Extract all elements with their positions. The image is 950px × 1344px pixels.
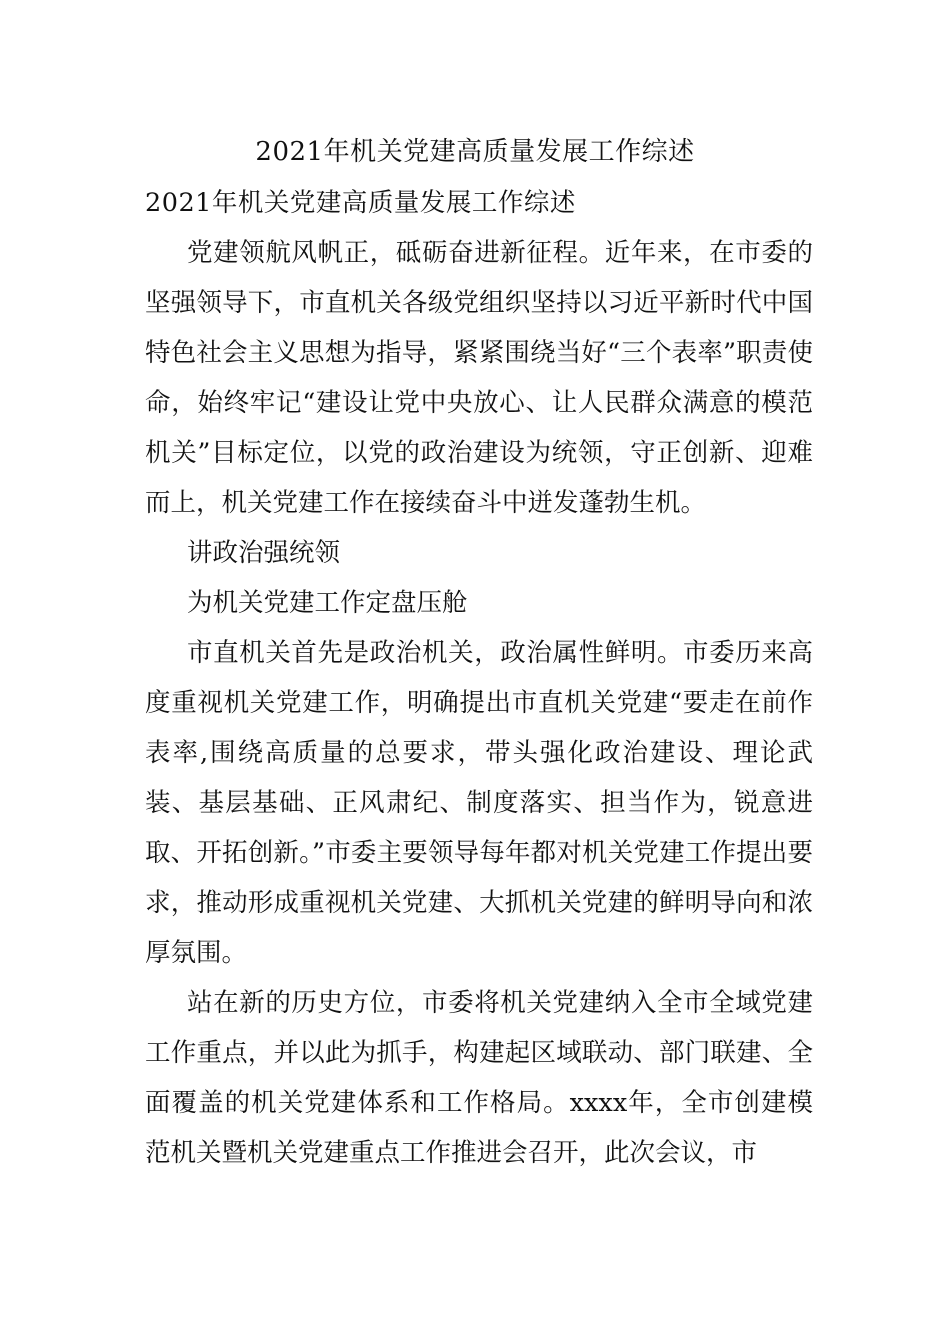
paragraph-intro: 党建领航风帆正，砥砺奋进新征程。近年来，在市委的坚强领导下，市直机关各级党组织坚持以习近平新时代中国特色社会主义思想为指导，紧紧围绕当好“三个表率”职责使命，始终牢记“建设让党中央放心、让人民群众满意的模范机关”目标定位，以党的政治建设为统领，守正创新、迎难而上，机关党建工作在接续奋斗中迸发蓬勃生机。 bbox=[145, 238, 813, 518]
paragraph-new-position: 站在新的历史方位，市委将机关党建纳入全市全域党建工作重点，并以此为抓手，构建起区域联动、部门联建、全面覆盖的机关党建体系和工作格局。xxxx年，全市创建模范机关暨机关党建重点工作推进会召开，此次会议，市 bbox=[145, 988, 813, 1168]
document-body bbox=[145, 178, 813, 1178]
paragraph-political-organ: 市直机关首先是政治机关，政治属性鲜明。市委历来高度重视机关党建工作，明确提出市直机关党建“要走在前作表率,围绕高质量的总要求，带头强化政治建设、理论武装、基层基础、正风肃纪、制度落实、担当作为，锐意进取、开拓创新。”市委主要领导每年都对机关党建工作提出要求，推动形成重视机关党建、大抓机关党建的鲜明导向和浓厚氛围。 bbox=[145, 638, 813, 968]
section-heading-2: 为机关党建工作定盘压舱 bbox=[187, 588, 468, 618]
section-heading-1: 讲政治强统领 bbox=[187, 538, 341, 568]
document-subtitle: 2021年机关党建高质量发展工作综述 bbox=[145, 188, 576, 218]
document-title: 2021年机关党建高质量发展工作综述 bbox=[255, 137, 695, 167]
